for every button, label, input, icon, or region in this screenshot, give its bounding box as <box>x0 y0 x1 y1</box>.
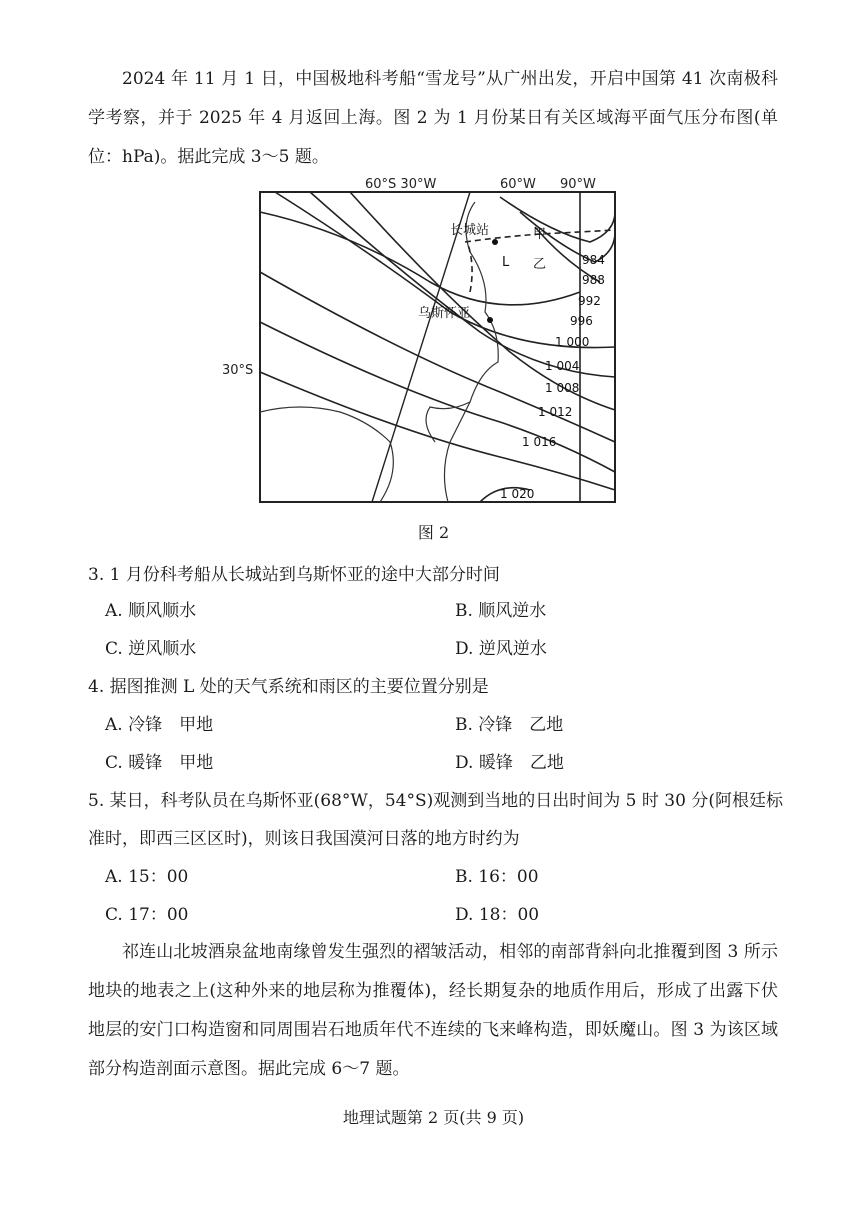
coastline-group <box>260 202 498 502</box>
isobar-a <box>260 212 580 305</box>
coast-inner <box>426 402 470 442</box>
q4-option-b: B. 冷锋 乙地 <box>455 715 564 735</box>
meridian-60w <box>372 192 470 502</box>
isobar-c <box>310 192 615 377</box>
q3-option-a: A. 顺风顺水 <box>105 601 197 621</box>
pressure-map <box>200 172 640 512</box>
q5-option-a: A. 15：00 <box>105 867 189 887</box>
label-low: L <box>502 255 510 270</box>
isobar-996: 996 <box>570 314 593 328</box>
question-5-stem-line1: 5. 某日，科考队员在乌斯怀亚(68°W，54°S)观测到当地的日出时间为 5 时 30 分(阿根廷标 <box>88 791 783 811</box>
q5-option-d: D. 18：00 <box>455 905 540 925</box>
coast-africa <box>260 407 393 502</box>
question-3-stem: 3. 1 月份科考船从长城站到乌斯怀亚的途中大部分时间 <box>88 565 500 585</box>
q5-option-c: C. 17：00 <box>105 905 189 925</box>
isobar-1000: 1 000 <box>555 335 590 349</box>
isobar-1012: 1 012 <box>538 405 573 419</box>
q3-option-d: D. 逆风逆水 <box>455 639 547 659</box>
lon-label-30w: 60°S 30°W <box>365 177 437 192</box>
label-jia: 甲 <box>533 227 547 242</box>
isobar-1016: 1 016 <box>522 435 557 449</box>
isobar-1008: 1 008 <box>545 381 580 395</box>
isobar-1020: 1 020 <box>500 487 535 501</box>
question-5-stem-line2: 准时，即西三区区时)，则该日我国漠河日落的地方时约为 <box>88 829 520 849</box>
q4-option-c: C. 暖锋 甲地 <box>105 753 214 773</box>
q3-option-c: C. 逆风顺水 <box>105 639 197 659</box>
intro-paragraph: 2024 年 11 月 1 日，中国极地科考船“雪龙号”从广州出发，开启中国第 41 次南极科学考察，并于 2025 年 4 月返回上海。图 2 为 1 月份某日有关区域海平面气压分布图(单位：hPa)。据此完成 3～5 题。 <box>88 69 778 167</box>
intro2-paragraph: 祁连山北坡酒泉盆地南缘曾发生强烈的褶皱活动，相邻的南部背斜向北推覆到图 3 所示地块的地表之上(这种外来的地层称为推覆体)，经长期复杂的地质作用后，形成了出露下伏地层的安门口构造窗和同周围岩石地质年代不连续的飞来峰构造，即妖魔山。图 3 为该区域部分构造剖面示意图。据此完成 6～7 题。 <box>88 942 778 1079</box>
isobar-1004: 1 004 <box>545 359 580 373</box>
figure-caption: 图 2 <box>417 523 450 542</box>
question-4-stem: 4. 据图推测 L 处的天气系统和雨区的主要位置分别是 <box>88 677 489 697</box>
changcheng-dot <box>492 239 498 245</box>
q5-option-b: B. 16：00 <box>455 867 539 887</box>
isobar-992: 992 <box>578 294 601 308</box>
lat-label-30s: 30°S <box>222 363 254 378</box>
ushuaia-dot <box>487 317 493 323</box>
label-yi: 乙 <box>533 257 547 272</box>
label-changcheng: 长城站 <box>450 223 490 238</box>
isobar-988: 988 <box>582 273 605 287</box>
lon-label-90w: 90°W <box>560 177 596 192</box>
page-footer: 地理试题第 2 页(共 9 页) <box>342 1108 525 1127</box>
lon-label-60w: 60°W <box>500 177 536 192</box>
front-line-2 <box>468 244 472 292</box>
q4-option-a: A. 冷锋 甲地 <box>105 715 214 735</box>
label-ushuaia: 乌斯怀亚 <box>418 306 471 321</box>
isobar-984: 984 <box>582 253 605 267</box>
q4-option-d: D. 暖锋 乙地 <box>455 753 564 773</box>
q3-option-b: B. 顺风逆水 <box>455 601 547 621</box>
